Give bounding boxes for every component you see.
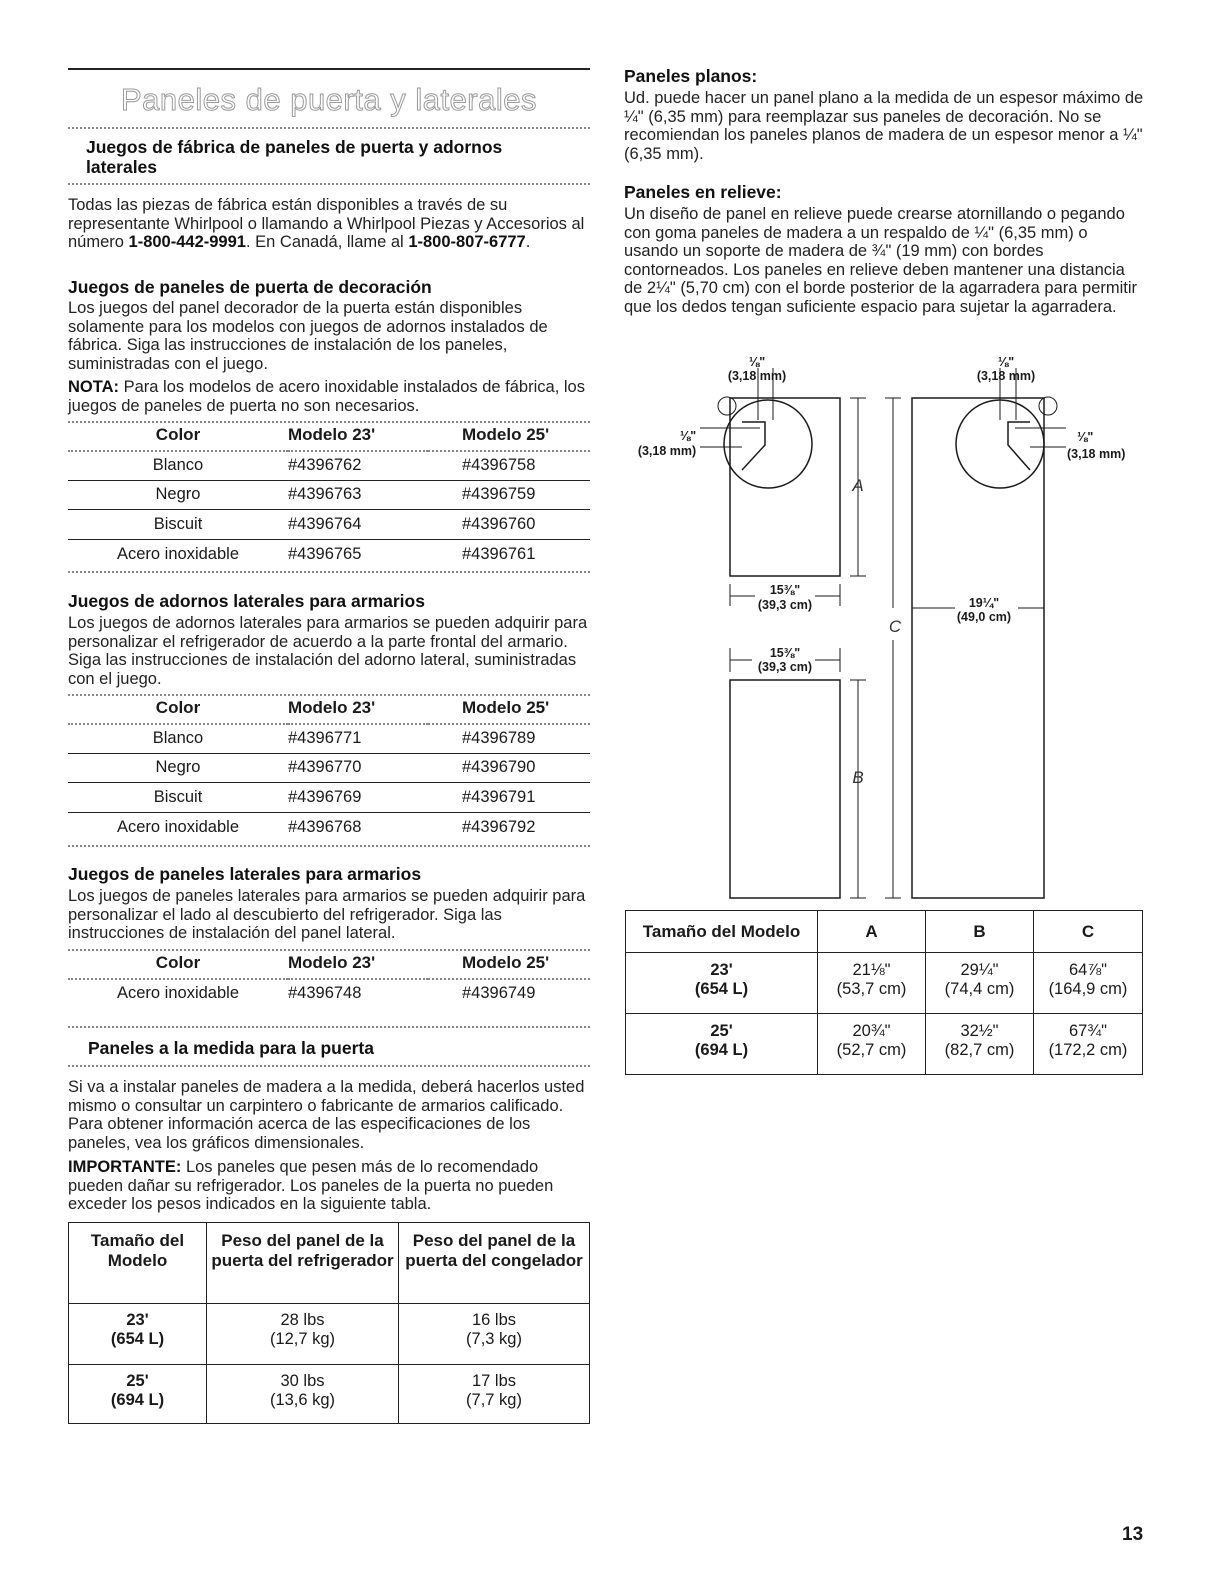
cell-model-25: #4396790 xyxy=(462,758,536,777)
cell-model-25: #4396759 xyxy=(462,485,536,504)
cell-color: Acero inoxidable xyxy=(117,817,239,836)
header-model-size: Tamaño del Modelo xyxy=(69,1223,207,1304)
custom-heading: Paneles a la medida para la puerta xyxy=(88,1038,374,1058)
table-row xyxy=(68,979,590,1009)
cell-fridge-weight: 30 lbs (13,6 kg) xyxy=(207,1365,399,1424)
cell-size: 23' (654 L) xyxy=(626,953,818,1014)
cell-model-23: #4396762 xyxy=(288,456,362,474)
relief-text: Un diseño de panel en relieve puede crearse atornillando o pegando con goma paneles de madera a un respaldo de ¼" (6,35 mm) o usando un soporte de madera de ¾" (19 mm) con bordes contorneados. Los paneles en relieve deben mantener una distancia de 2¼" (5,70 cm) con el borde posterior de la agarradera para permitir que los dedos tengan suficiente espacio para sujetar la agarradera. xyxy=(624,205,1138,316)
cell-model-25: #4396791 xyxy=(462,787,536,806)
dimension-b-label: B xyxy=(852,768,864,787)
cell-color: Negro xyxy=(155,485,201,504)
top-gap-label-mm: (3,18 mm) xyxy=(727,369,787,383)
width-right-in: 19¼" xyxy=(968,596,1000,610)
panel-weight-table xyxy=(68,1222,590,1424)
width-bottom-in: 15⅜" xyxy=(769,646,801,660)
table-row xyxy=(69,1304,590,1365)
width-top-in: 15⅜" xyxy=(769,583,801,597)
cell-size: 25' (694 L) xyxy=(626,1014,818,1075)
table-row xyxy=(69,1365,590,1424)
side-panels-table xyxy=(68,949,590,1008)
cell-color: Biscuit xyxy=(153,514,203,533)
header-model-25: Modelo 25' xyxy=(462,425,550,445)
side-by-side-panel-shape xyxy=(912,398,1044,898)
side-gap-label-in: ⅛" xyxy=(1077,430,1094,444)
cell-model-25: #4396761 xyxy=(462,544,536,563)
trim-text: Los juegos de adornos laterales para armarios se pueden adquirir para personalizar el refrigerador de acuerdo a la parte frontal del armario. Siga las instrucciones de instalación del adorno lateral, suministradas con el juego. xyxy=(68,614,588,688)
divider xyxy=(68,1026,590,1028)
cell-color: Blanco xyxy=(152,456,204,474)
header-model-23: Modelo 23' xyxy=(288,953,376,973)
cell-freezer-weight: 16 lbs (7,3 kg) xyxy=(399,1304,590,1365)
side-gap-label-in: ⅛" xyxy=(679,429,697,443)
header-color: Color xyxy=(155,425,201,445)
top-gap-label-in: ⅛" xyxy=(748,355,766,369)
cell-model-25: #4396789 xyxy=(462,729,536,747)
cell-freezer-weight: 17 lbs (7,7 kg) xyxy=(399,1365,590,1424)
side-text: Los juegos de paneles laterales para armarios se pueden adquirir para personalizar el lado al descubierto del refrigerador. Siga las instrucciones de instalación del panel lateral. xyxy=(68,887,586,942)
decor-note: NOTA: Para los modelos de acero inoxidable instalados de fábrica, los juegos de paneles de puerta no son necesarios. xyxy=(68,378,585,415)
cell-model-25: #4396758 xyxy=(462,456,536,474)
cell-color: Blanco xyxy=(152,729,204,747)
header-model-23: Modelo 23' xyxy=(288,425,376,445)
decor-heading: Juegos de paneles de puerta de decoración xyxy=(68,277,432,297)
factory-kits-text: Todas las piezas de fábrica están disponibles a través de su representante Whirlpool o llamando a Whirlpool Piezas y Accesorios al número 1-800-442-9991. En Canadá, llame al 1-800-807-6777. xyxy=(68,196,585,251)
custom-text: Si va a instalar paneles de madera a la medida, deberá hacerlos usted mismo o consultar un carpintero o fabricante de armarios calificado. Para obtener información acerca de las especificaciones de los paneles, vea los gráficos dimensionales. xyxy=(68,1078,585,1152)
corner-detail-circle xyxy=(724,400,812,488)
cell-model-23: #4396768 xyxy=(288,817,362,836)
cell-model-23: #4396769 xyxy=(288,787,362,806)
cell-model-25: #4396792 xyxy=(462,817,536,836)
cell-a: 20¾" (52,7 cm) xyxy=(818,1014,926,1075)
flat-text: Ud. puede hacer un panel plano a la medida de un espesor máximo de ¼" (6,35 mm) para reemplazar sus paneles de decoración. No se recomiendan los paneles planos de madera de un espesor menor a ¼" (6,35 mm). xyxy=(624,89,1144,163)
trim-heading: Juegos de adornos laterales para armarios xyxy=(68,591,425,611)
width-top-cm: (39,3 cm) xyxy=(757,598,813,612)
cell-model-23: #4396763 xyxy=(288,485,362,504)
page-title: Paneles de puerta y laterales xyxy=(120,82,538,117)
cell-model-23: #4396764 xyxy=(288,514,362,533)
header-b: B xyxy=(926,911,1034,953)
divider xyxy=(68,1065,590,1067)
side-gap-label-mm: (3,18 mm) xyxy=(1067,447,1126,461)
header-model-25: Modelo 25' xyxy=(462,698,550,718)
important-note: IMPORTANTE: Los paneles que pesen más de lo recomendado pueden dañar su refrigerador. Los paneles de la puerta no pueden exceder los pesos indicados en la siguiente tabla. xyxy=(68,1158,554,1213)
flat-heading: Paneles planos: xyxy=(624,66,758,86)
dimension-c-label: C xyxy=(888,617,902,636)
cell-color: Biscuit xyxy=(153,787,203,806)
header-c: C xyxy=(1034,911,1143,953)
cell-color: Acero inoxidable xyxy=(117,984,239,1003)
top-gap-label-mm: (3,18 mm) xyxy=(976,369,1036,383)
side-heading: Juegos de paneles laterales para armarios xyxy=(68,864,422,884)
header-model-size: Tamaño del Modelo xyxy=(626,911,818,953)
factory-kits-heading: Juegos de fábrica de paneles de puerta y adornos laterales xyxy=(86,137,503,177)
cell-size: 23' (654 L) xyxy=(69,1304,207,1365)
header-a: A xyxy=(818,911,926,953)
cell-c: 64⅞" (164,9 cm) xyxy=(1034,953,1143,1014)
header-freezer-weight: Peso del panel de la puerta del congelador xyxy=(399,1223,590,1304)
top-gap-label-in: ⅛" xyxy=(997,355,1015,369)
header-fridge-weight: Peso del panel de la puerta del refrigerador xyxy=(207,1223,399,1304)
cell-model-23: #4396748 xyxy=(288,984,362,1003)
cell-b: 29¼" (74,4 cm) xyxy=(926,953,1034,1014)
page-number: 13 xyxy=(1122,1524,1144,1545)
header-model-25: Modelo 25' xyxy=(462,953,550,973)
header-color: Color xyxy=(155,953,201,973)
cell-model-23: #4396765 xyxy=(288,544,362,563)
cell-model-23: #4396771 xyxy=(288,729,362,747)
width-right-cm: (49,0 cm) xyxy=(956,610,1012,624)
cell-fridge-weight: 28 lbs (12,7 kg) xyxy=(207,1304,399,1365)
width-bottom-cm: (39,3 cm) xyxy=(757,660,813,674)
freezer-panel-shape xyxy=(730,398,840,576)
fridge-panel-shape xyxy=(730,680,840,898)
cell-model-23: #4396770 xyxy=(288,758,362,777)
table-row xyxy=(626,953,1143,1014)
side-gap-label-mm: (3,18 mm) xyxy=(637,444,697,458)
decor-text: Los juegos del panel decorador de la puerta están disponibles solamente para los modelos con juegos de adornos instalados de fábrica. Siga las instrucciones de instalación de los paneles, suministradas con el juego. xyxy=(68,299,548,373)
header-model-23: Modelo 23' xyxy=(288,698,376,718)
cell-color: Negro xyxy=(155,758,201,777)
cell-c: 67¾" (172,2 cm) xyxy=(1034,1014,1143,1075)
relief-heading: Paneles en relieve: xyxy=(624,182,782,202)
cell-a: 21⅛" (53,7 cm) xyxy=(818,953,926,1014)
cell-color: Acero inoxidable xyxy=(117,544,239,563)
cell-model-25: #4396760 xyxy=(462,514,536,533)
cell-model-25: #4396749 xyxy=(462,984,536,1003)
dimension-a-label: A xyxy=(852,476,864,495)
model-dimensions-table xyxy=(625,910,1143,1075)
table-row xyxy=(626,1014,1143,1075)
cell-size: 25' (694 L) xyxy=(69,1365,207,1424)
header-color: Color xyxy=(155,698,201,718)
cell-b: 32½" (82,7 cm) xyxy=(926,1014,1034,1075)
